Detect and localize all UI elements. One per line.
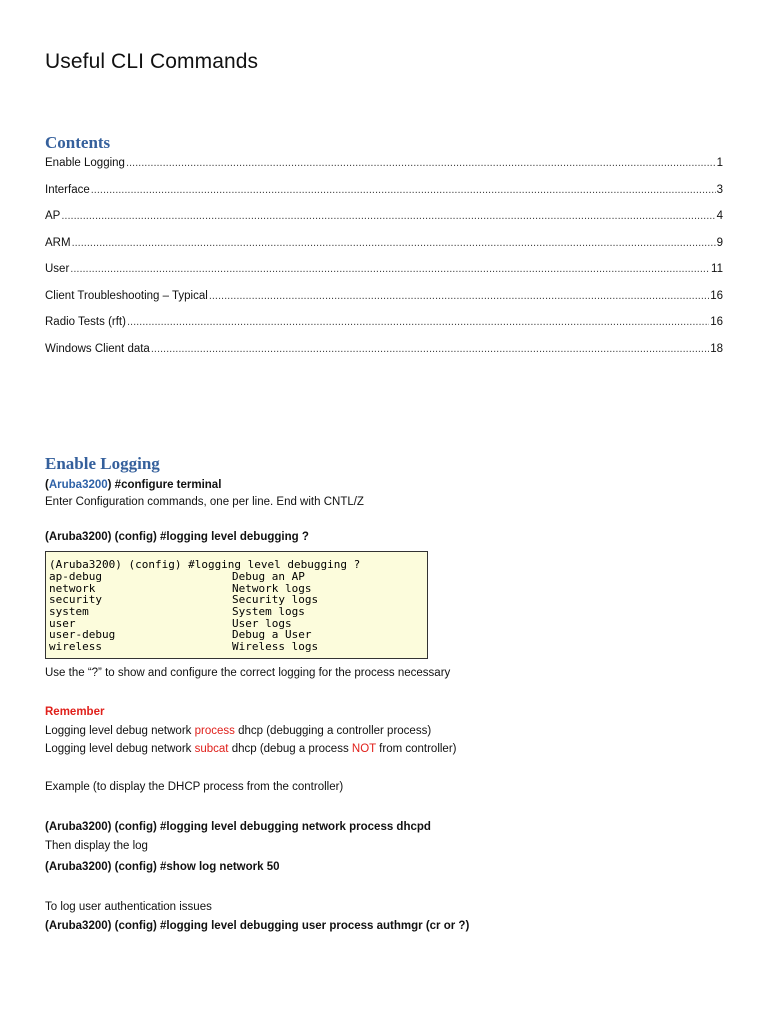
configure-terminal-command — [45, 479, 221, 491]
keyword-not: NOT — [351, 743, 376, 755]
logging-level-query-command: (Aruba3200) (config) #logging level debugging ? — [45, 531, 309, 543]
toc-leader-dots — [70, 263, 710, 275]
toc-leader-dots — [91, 184, 716, 196]
document-title: Useful CLI Commands — [45, 50, 259, 73]
config-mode-message: Enter Configuration commands, one per line. End with CNTL/Z — [45, 496, 364, 508]
terminal-row — [49, 641, 424, 653]
terminal-option: wireless — [49, 640, 102, 654]
enable-logging-heading: Enable Logging — [45, 454, 160, 473]
terminal-option: user — [49, 616, 76, 630]
toc-entry-label: Interface — [45, 183, 90, 196]
command-rest: ) #configure terminal — [107, 479, 222, 491]
terminal-description: User logs — [232, 616, 292, 630]
toc-entry-interface[interactable] — [45, 184, 723, 211]
toc-entry-label: Windows Client data — [45, 342, 150, 355]
toc-entry-page: 18 — [710, 342, 723, 355]
terminal-option: network — [49, 581, 96, 595]
auth-issues-note: To log user authentication issues — [45, 901, 212, 913]
toc-leader-dots — [151, 343, 709, 355]
terminal-description: Debug a User — [232, 628, 312, 642]
toc-entry-label: Client Troubleshooting – Typical — [45, 289, 208, 302]
toc-entry-radio-tests[interactable] — [45, 316, 723, 343]
terminal-option: ap-debug — [49, 570, 102, 583]
toc-entry-label: ARM — [45, 236, 71, 249]
toc-entry-label: AP — [45, 210, 61, 222]
text-segment: dhcp (debug a process — [228, 743, 352, 755]
contents-heading: Contents — [45, 133, 111, 152]
usage-note: Use the “?” to show and configure the correct logging for the process necessary — [45, 667, 451, 679]
terminal-option: system — [49, 605, 89, 619]
terminal-option: user-debug — [49, 628, 116, 642]
text-segment: from controller) — [375, 743, 457, 755]
toc-leader-dots — [72, 237, 716, 249]
toc-entry-label: User — [45, 263, 70, 275]
toc-leader-dots — [209, 290, 709, 302]
toc-entry-page: 16 — [710, 289, 723, 302]
terminal-description: Security logs — [232, 593, 319, 607]
remember-process-line — [45, 725, 431, 737]
toc-entry-page: 16 — [710, 316, 723, 328]
table-of-contents — [45, 157, 723, 369]
toc-entry-enable-logging[interactable] — [45, 157, 723, 184]
toc-entry-label: Enable Logging — [45, 157, 125, 169]
toc-entry-page: 1 — [716, 157, 723, 169]
toc-entry-page: 3 — [716, 183, 723, 196]
toc-entry-client-troubleshooting[interactable] — [45, 290, 723, 317]
toc-entry-page: 4 — [716, 210, 723, 222]
terminal-screenshot — [45, 551, 428, 659]
example-note: Example (to display the DHCP process from the controller) — [45, 781, 344, 793]
authmgr-command: (Aruba3200) (config) #logging level debugging user process authmgr (cr or ?) — [45, 920, 470, 932]
then-display-note: Then display the log — [45, 840, 148, 852]
text-segment: Logging level debug network — [45, 725, 195, 737]
toc-entry-windows-client-data[interactable] — [45, 343, 723, 370]
terminal-description: Network logs — [232, 581, 312, 595]
keyword-process: process — [194, 725, 235, 737]
toc-leader-dots — [126, 157, 716, 169]
toc-leader-dots — [61, 210, 715, 222]
keyword-subcat: subcat — [194, 743, 229, 755]
hostname: Aruba3200 — [48, 479, 108, 491]
toc-entry-ap[interactable] — [45, 210, 723, 237]
paren-open: ( — [45, 479, 49, 491]
toc-leader-dots — [127, 316, 709, 328]
terminal-row — [49, 606, 424, 618]
toc-entry-page: 11 — [711, 263, 723, 275]
text-segment: Logging level debug network — [45, 743, 195, 755]
terminal-prompt: (Aruba3200) (config) #logging level debugging ? — [49, 558, 361, 571]
terminal-row — [49, 571, 424, 583]
toc-entry-arm[interactable] — [45, 237, 723, 264]
toc-entry-label: Radio Tests (rft) — [45, 316, 126, 328]
terminal-option: security — [49, 593, 102, 607]
logging-process-command: (Aruba3200) (config) #logging level debugging network process dhcpd — [45, 821, 431, 833]
remember-subcat-line — [45, 743, 457, 755]
terminal-description: Debug an AP — [232, 570, 305, 583]
terminal-description: System logs — [232, 605, 305, 619]
toc-entry-user[interactable] — [45, 263, 723, 290]
text-segment: dhcp (debugging a controller process) — [234, 725, 432, 737]
toc-entry-page: 9 — [716, 236, 723, 249]
remember-label: Remember — [45, 706, 105, 718]
show-log-command: (Aruba3200) (config) #show log network 50 — [45, 861, 280, 873]
terminal-description: Wireless logs — [232, 640, 319, 654]
